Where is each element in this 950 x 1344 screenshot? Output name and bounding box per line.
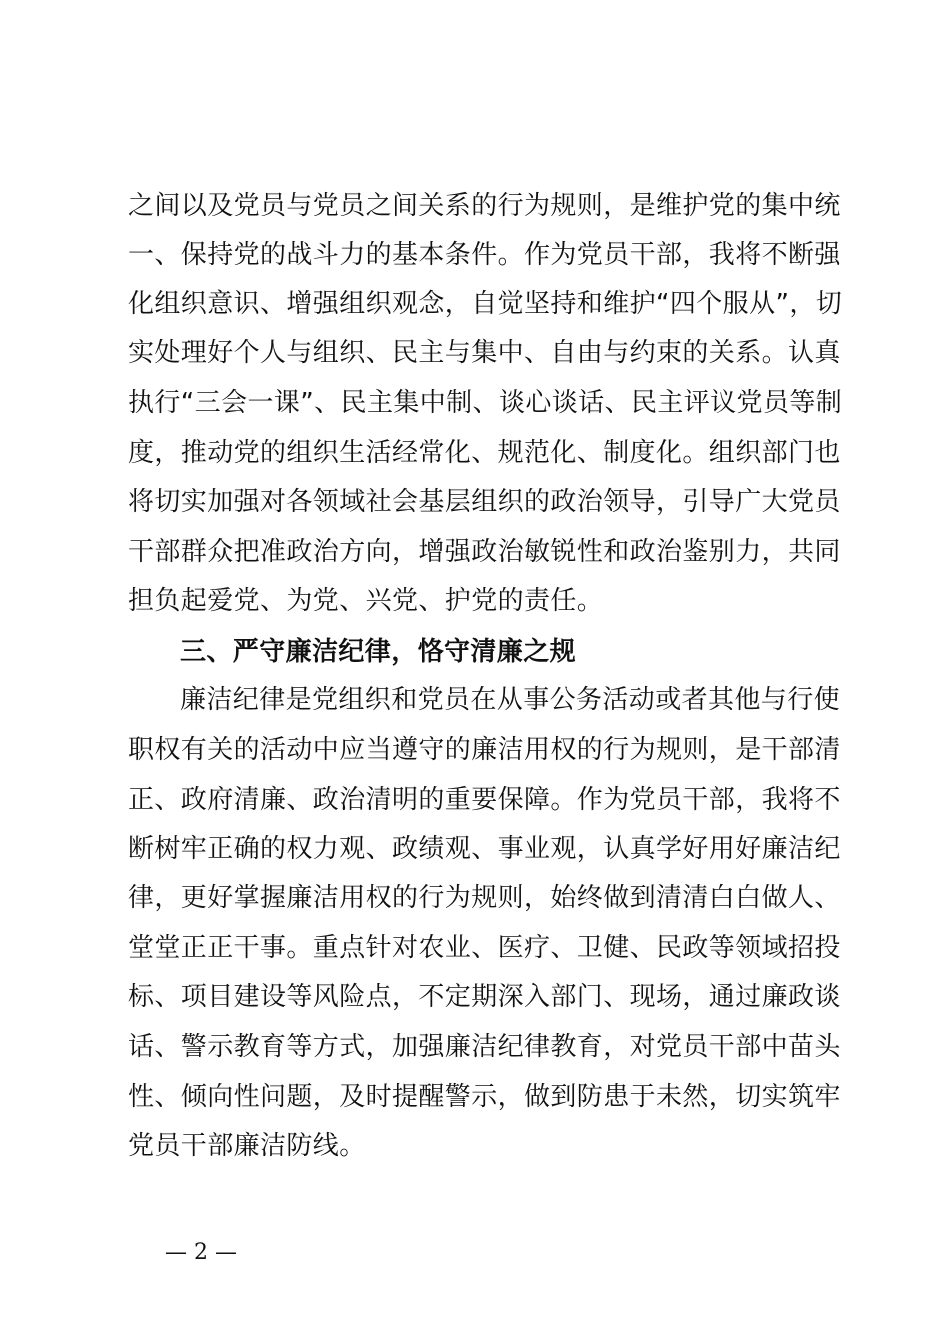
body-text-line: 执行“三会一课”、民主集中制、谈心谈话、民主评议党员等制 (128, 388, 843, 418)
body-text-line: 一、保持党的战斗力的基本条件。作为党员干部，我将不断强 (128, 240, 841, 270)
body-text-line: 将切实加强对各领域社会基层组织的政治领导，引导广大党员 (128, 487, 841, 517)
body-text-line: 之间以及党员与党员之间关系的行为规则，是维护党的集中统 (128, 191, 841, 221)
body-text-line: 度，推动党的组织生活经常化、规范化、制度化。组织部门也 (128, 438, 841, 468)
section-heading: 三、严守廉洁纪律，恪守清廉之规 (180, 637, 577, 667)
body-text-line: 标、项目建设等风险点，不定期深入部门、现场，通过廉政谈 (128, 982, 841, 1012)
body-text-line: 干部群众把准政治方向，增强政治敏锐性和政治鉴别力，共同 (128, 537, 841, 567)
body-text-line: 廉洁纪律是党组织和党员在从事公务活动或者其他与行使 (180, 685, 841, 715)
body-text-line: 正、政府清廉、政治清明的重要保障。作为党员干部，我将不 (128, 785, 841, 815)
body-text-line: 党员干部廉洁防线。 (128, 1131, 366, 1161)
body-text-line: 担负起爱党、为党、兴党、护党的责任。 (128, 586, 604, 616)
body-text-line: 律，更好掌握廉洁用权的行为规则，始终做到清清白白做人、 (128, 883, 841, 913)
body-text-line: 话、警示教育等方式，加强廉洁纪律教育，对党员干部中苗头 (128, 1032, 841, 1062)
body-text-line: 堂堂正正干事。重点针对农业、医疗、卫健、民政等领域招投 (128, 933, 841, 963)
page-number: — 2 — (165, 1240, 237, 1265)
body-text-line: 化组织意识、增强组织观念，自觉坚持和维护“四个服从”，切 (128, 289, 843, 319)
body-text-line: 职权有关的活动中应当遵守的廉洁用权的行为规则，是干部清 (128, 735, 841, 765)
body-text-line: 性、倾向性问题，及时提醒警示，做到防患于未然，切实筑牢 (128, 1082, 841, 1112)
body-text-line: 实处理好个人与组织、民主与集中、自由与约束的关系。认真 (128, 338, 841, 368)
body-text-line: 断树牢正确的权力观、政绩观、事业观，认真学好用好廉洁纪 (128, 834, 841, 864)
